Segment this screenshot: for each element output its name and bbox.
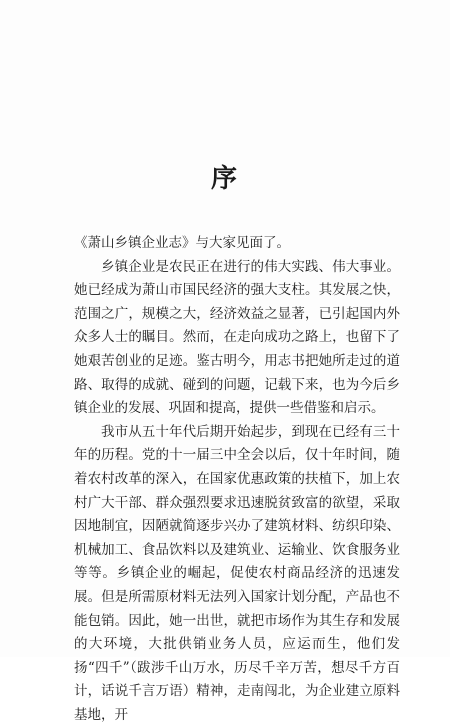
paragraph-intro: 《萧山乡镇企业志》与大家见面了。 <box>74 235 290 251</box>
paragraph-3: 我市从五十年代后期开始起步，到现在已经有三十年的历程。党的十一届三中全会以后，仅十年时间，随着农村改革的深入，在国家优惠政策的扶植下，加上农村广大干部、群众强烈要求迅速脱贫致富的欲望，采取因地制宜，因陋就简逐步兴办了建筑材料、纺织印染、机械加工、食品饮料以及建筑业、运输业、饮食服务业等等。乡镇企业的崛起，促使农村商品经济的迅速发展。但是所需原材料无法列入国家计划分配，产品也不能包销。因此，她一出世，就把市场作为其生存和发展的大环境，大批供销业务人员，应运而生，他们发扬“四千”（跋涉千山万水，历尽千辛万苦，想尽千方百计，话说千言万语）精神，走南闯北，为企业建立原料基地，开 <box>74 423 400 723</box>
paragraph-2: 乡镇企业是农民正在进行的伟大实践、伟大事业。她已经成为萧山市国民经济的强大支柱。其发展之快，范围之广，规模之大，经济效益之显著，已引起国内外众多人士的瞩目。然而，在走向成功之路上，也留下了她艰苦创业的足迹。鉴古明今，用志书把她所走过的道路、取得的成就、碰到的问题，记载下来，也为今后乡镇企业的发展、巩固和提高，提供一些借鉴和启示。 <box>74 258 400 417</box>
body-text <box>74 232 400 727</box>
page-title: 序 <box>210 164 239 194</box>
